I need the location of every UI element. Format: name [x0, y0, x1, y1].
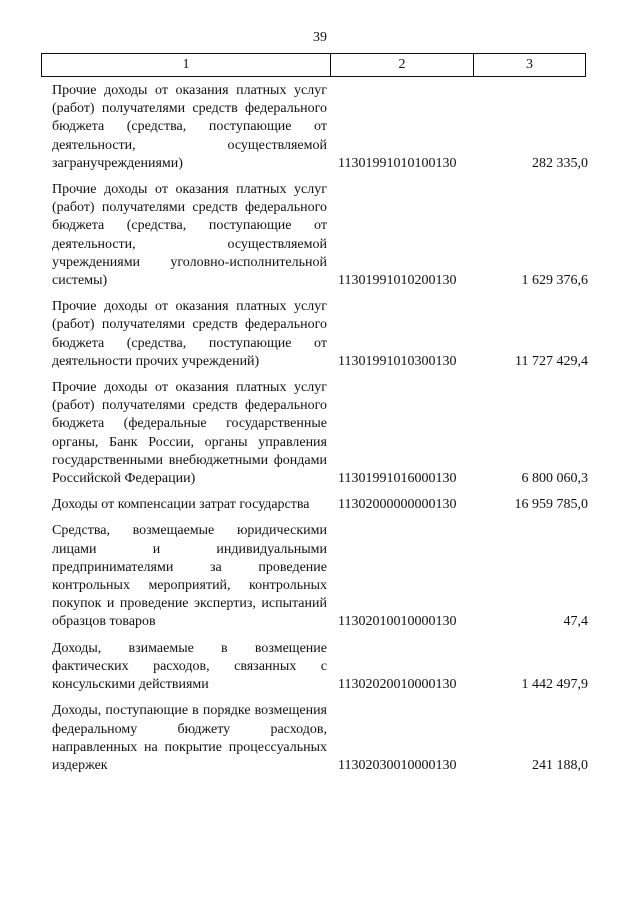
- row-code: 11302030010000130: [338, 757, 457, 773]
- page-number: 39: [313, 30, 327, 45]
- row-description: Прочие доходы от оказания платных услуг (работ) получателями средств федерального бюджета (федеральные государственные органы, Банк России, органы управления государственными внебюджетными фондами Российской Федерации): [52, 380, 327, 487]
- row-code: 11301991010200130: [338, 273, 457, 289]
- row-code: 11302020010000130: [338, 677, 457, 693]
- row-description: Прочие доходы от оказания платных услуг (работ) получателями средств федерального бюджета (средства, поступающие от деятельности, осуществляемой учреждениями уголовно-исполнительной системы): [52, 182, 327, 289]
- table-header-row: [41, 53, 586, 77]
- table-row: [52, 298, 592, 371]
- table-row: [52, 181, 592, 290]
- row-code: 11301991010300130: [338, 353, 457, 369]
- row-amount: 1 629 376,6: [521, 273, 588, 289]
- row-amount: 241 188,0: [532, 757, 588, 773]
- table-row: [52, 522, 592, 631]
- row-amount: 282 335,0: [532, 155, 588, 171]
- table-row: [52, 496, 592, 514]
- table-body: [52, 82, 592, 783]
- table-row: [52, 379, 592, 488]
- row-amount: 1 442 497,9: [521, 677, 588, 693]
- row-code: 11302000000000130: [338, 497, 457, 513]
- header-cell-amount: 3: [526, 57, 533, 72]
- row-code: 11301991016000130: [338, 471, 457, 487]
- row-description: Прочие доходы от оказания платных услуг (работ) получателями средств федерального бюджета (средства, поступающие от деятельности, осуществляемой загранучреждениями): [52, 83, 327, 171]
- table-row: [52, 82, 592, 173]
- row-description: Прочие доходы от оказания платных услуг (работ) получателями средств федерального бюджета (средства, поступающие от деятельности прочих учреждений): [52, 299, 327, 369]
- row-description: Доходы, взимаемые в возмещение фактических расходов, связанных с консульскими действиями: [52, 640, 327, 693]
- row-amount: 6 800 060,3: [521, 471, 588, 487]
- row-description: Доходы, поступающие в порядке возмещения федеральному бюджету расходов, направленных на покрытие процессуальных издержек: [52, 703, 327, 773]
- header-cell-description: 1: [42, 54, 331, 76]
- table-row: [52, 640, 592, 695]
- row-description: Средства, возмещаемые юридическими лицами и индивидуальными предпринимателями за проведение контрольных мероприятий, контрольных покупок и проведение экспертиз, испытаний образцов товаров: [52, 523, 327, 630]
- table-row: [52, 702, 592, 775]
- row-amount: 11 727 429,4: [515, 353, 588, 369]
- row-amount: 47,4: [563, 614, 588, 630]
- row-amount: 16 959 785,0: [514, 497, 588, 513]
- row-code: 11301991010100130: [338, 155, 457, 171]
- row-code: 11302010010000130: [338, 614, 457, 630]
- header-cell-code: 2: [331, 54, 474, 76]
- row-description: Доходы от компенсации затрат государства: [52, 497, 310, 513]
